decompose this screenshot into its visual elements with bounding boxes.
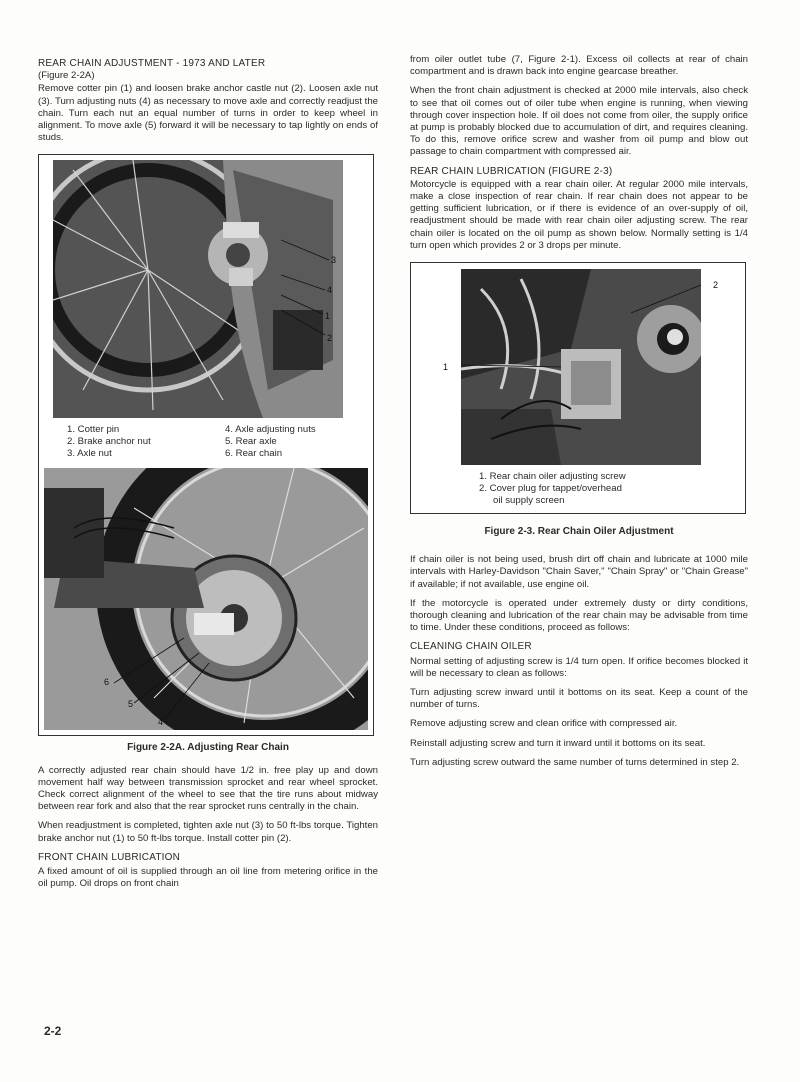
oil-pump-photo xyxy=(461,269,701,465)
legend-item: 2. Brake anchor nut xyxy=(67,436,151,448)
page-number: 2-2 xyxy=(44,1024,62,1038)
legend-item: 3. Axle nut xyxy=(67,448,112,460)
paragraph: When readjustment is completed, tighten axle nut (3) to 50 ft-lbs torque. Tighten brake anchor nut (1) to 50 ft-lbs torque. Install cotter pin (2). xyxy=(38,820,378,844)
paragraph: If the motorcycle is operated under extremely dusty or dirty conditions, thorough cleaning and lubrication of the rear chain may be advisable from time to time. Under these conditions, proceed as follows: xyxy=(410,597,748,634)
callout-6: 6 xyxy=(104,677,110,688)
rear-chain-lubrication-heading: REAR CHAIN LUBRICATION (FIGURE 2-3) xyxy=(410,165,613,177)
callout-2: 2 xyxy=(713,280,719,291)
legend-item: 1. Rear chain oiler adjusting screw xyxy=(479,471,626,483)
figure-2-3-box xyxy=(410,262,746,514)
paragraph: Normal setting of adjusting screw is 1/4 turn open. If orifice becomes blocked it will be necessary to clean as follows: xyxy=(410,655,748,679)
paragraph: Remove adjusting screw and clean orifice with compressed air. xyxy=(410,718,678,730)
paragraph: Remove cotter pin (1) and loosen brake anchor castle nut (2). Loosen axle nut (3). Turn adjusting nuts (4) as necessary to move axle and correctly readjust the chain. Turn each nut an equal number of turns in order to keep wheel in alignment. To move axle (5) forward it will be necessary to tap lightly on ends of studs. xyxy=(38,83,378,144)
rear-chain-adjustment-heading: REAR CHAIN ADJUSTMENT - 1973 AND LATER xyxy=(38,58,266,69)
legend-item: 1. Cotter pin xyxy=(67,424,120,436)
figure-2-2a-box xyxy=(38,154,374,736)
legend-item: 4. Axle adjusting nuts xyxy=(225,424,316,436)
paragraph: If chain oiler is not being used, brush dirt off chain and lubricate at 1000 mile intervals with Harley-Davidson "Chain Saver," "Chain Spray" or "Chain Grease" if available; if not available, use engine oil. xyxy=(410,554,748,590)
paragraph: Reinstall adjusting screw and turn it inward until it bottoms on its seat. xyxy=(410,737,706,749)
paragraph: from oiler outlet tube (7, Figure 2-1). Excess oil collects at rear of chain compartment and is drawn back into engine gearcase breather. xyxy=(410,54,748,78)
callout-4: 4 xyxy=(327,285,333,296)
callout-3: 3 xyxy=(331,255,337,266)
figure-2-3-caption: Figure 2-3. Rear Chain Oiler Adjustment xyxy=(484,526,674,538)
left-column xyxy=(38,58,378,897)
figure-2-2a-caption: Figure 2-2A. Adjusting Rear Chain xyxy=(127,742,289,754)
paragraph: Motorcycle is equipped with a rear chain oiler. At regular 2000 mile intervals, make a close inspection of rear chain. If rear chain does not appear to be getting sufficient lubrication, or if there is evidence of an over-supply of oil, readjustment should be made with rear chain oiler adjusting screw. The rear chain oiler is located on the oil pump as shown below. Normally setting is 1/4 turn open which provides 2 or 3 drops per minute. xyxy=(410,178,748,251)
callout-1: 1 xyxy=(443,362,449,373)
legend-item: 2. Cover plug for tappet/overhead xyxy=(479,483,622,495)
legend-item: 6. Rear chain xyxy=(225,448,283,460)
right-column xyxy=(410,54,748,776)
rear-wheel-axle-photo xyxy=(53,160,343,418)
figure-legend xyxy=(39,418,373,468)
paragraph: A fixed amount of oil is supplied through an oil line from metering orifice in the oil pump. Oil drops on front chain xyxy=(38,866,378,890)
paragraph: A correctly adjusted rear chain should have 1/2 in. free play up and down movement half way between transmission sprocket and rear wheel sprocket. Check correct alignment of the wheel to see that the tire runs about midway between rear fork and also that the rear sprocket runs centrally in the chain. xyxy=(38,764,378,813)
callout-2: 2 xyxy=(327,333,333,344)
legend-item: oil supply screen xyxy=(493,495,565,507)
callout-1: 1 xyxy=(325,311,331,322)
figure-legend xyxy=(411,465,745,513)
paragraph: Turn adjusting screw outward the same number of turns determined in step 2. xyxy=(410,756,740,768)
callout-5: 5 xyxy=(128,699,134,710)
front-chain-lubrication-heading: FRONT CHAIN LUBRICATION xyxy=(38,851,181,863)
paragraph: Turn adjusting screw inward until it bottoms on its seat. Keep a count of the number of turns. xyxy=(410,687,748,711)
legend-item: 5. Rear axle xyxy=(225,436,277,448)
rear-sprocket-chain-photo xyxy=(44,468,368,730)
figure-reference: (Figure 2-2A) xyxy=(38,70,95,82)
callout-4b: 4 xyxy=(158,717,164,728)
cleaning-chain-oiler-heading: CLEANING CHAIN OILER xyxy=(410,641,532,653)
paragraph: When the front chain adjustment is checked at 2000 mile intervals, also check to see that oil comes out of oiler tube when engine is running, when viewing through cover inspection hole. If oil does not come from oiler, the supply orifice at pump is probably blocked due to accumulation of dirt, and requires cleaning. To do this, remove orifice screw and washer from oil pump and blow out passage to chain compartment with compressed air. xyxy=(410,85,748,158)
